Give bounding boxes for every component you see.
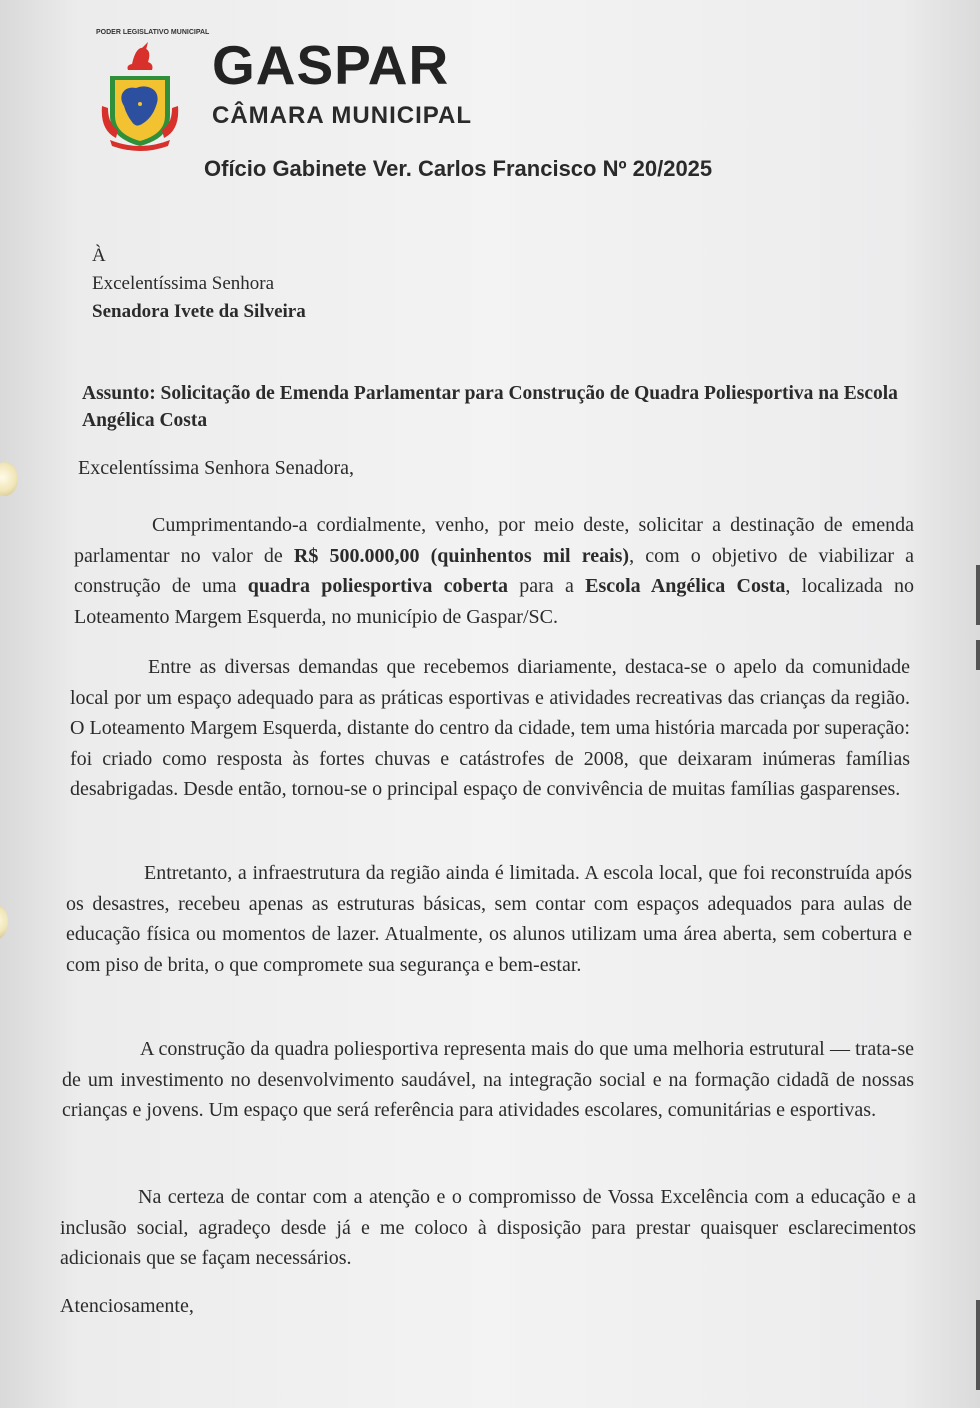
paragraph-4: A construção da quadra poliesportiva representa mais do que uma melhoria estrutural — trata-se de um investimento no desenvolvimento saudável, na integração social e na formação cidadã de nossas crianças e jovens. Um espaço que será referência para atividades escolares, comunitárias e esportivas. [62,1038,914,1121]
brand-title: GASPAR [212,34,450,96]
closing: Atenciosamente, [60,1295,194,1317]
paragraph-1-text: Cumprimentando-a cordialmente, venho, por meio deste, solicitar a destinação de emenda parlamentar no valor de [74,514,914,567]
page-edge-mark [976,640,980,670]
paragraph-1-text: , localizada no Loteamento Margem Esquerda, no município de Gaspar/SC. [74,575,914,628]
paragraph-1-text: para a [508,575,586,597]
address-line-2: Excelentíssima Senhora [92,273,275,294]
amount-highlight: R$ 500.000,00 (quinhentos mil reais) [293,544,630,567]
address-recipient: Senadora Ivete da Silveira [92,301,306,322]
paragraph-5: Na certeza de contar com a atenção e o compromisso de Vossa Excelência com a educação e a inclusão social, agradeço desde já e me coloco à disposição para prestar quaisquer esclarecimentos adicionais que se façam necessários. [60,1186,916,1269]
school-highlight: Escola Angélica Costa [585,575,786,597]
paragraph-1-text: , com o objetivo de viabilizar a construção de uma [74,544,915,597]
paragraph-1 [74,510,914,632]
paragraph-3: Entretanto, a infraestrutura da região ainda é limitada. A escola local, que foi reconstruída após os desastres, recebeu apenas as estruturas básicas, sem contar com espaços adequados para aulas de educação física ou momentos de lazer. Atualmente, os alunos utilizam uma área aberta, sem cobertura e com piso de brita, o que compromete sua segurança e bem-estar. [66,862,912,976]
address-line-1: À [92,245,106,266]
punch-hole [0,905,8,939]
brand-subtitle: CÂMARA MUNICIPAL [212,102,472,129]
subject-line: Assunto: Solicitação de Emenda Parlamentar para Construção de Quadra Poliesportiva na Escola Angélica Costa [82,383,898,431]
municipal-coat-of-arms-icon [96,29,210,152]
salutation: Excelentíssima Senhora Senadora, [78,457,355,479]
logo-ring-text: PODER LEGISLATIVO MUNICIPAL [96,29,210,36]
page-edge-mark [976,1300,980,1390]
paragraph-2: Entre as diversas demandas que recebemos diariamente, destaca-se o apelo da comunidade local por um espaço adequado para as práticas esportivas e atividades recreativas das crianças da região. O Loteamento Margem Esquerda, distante do centro da cidade, tem uma história marcada por superação: foi criado como resposta às fortes chuvas e catástrofes de 2008, que deixaram inúmeras famílias desabrigadas. Desde então, tornou-se o principal espaço de convivência de muitas famílias gasparenses. [70,656,910,800]
project-highlight: quadra poliesportiva coberta [247,575,509,597]
punch-hole [0,462,18,496]
page-edge-mark [976,565,980,625]
oficio-heading: Ofício Gabinete Ver. Carlos Francisco Nº 20/2025 [204,156,713,181]
